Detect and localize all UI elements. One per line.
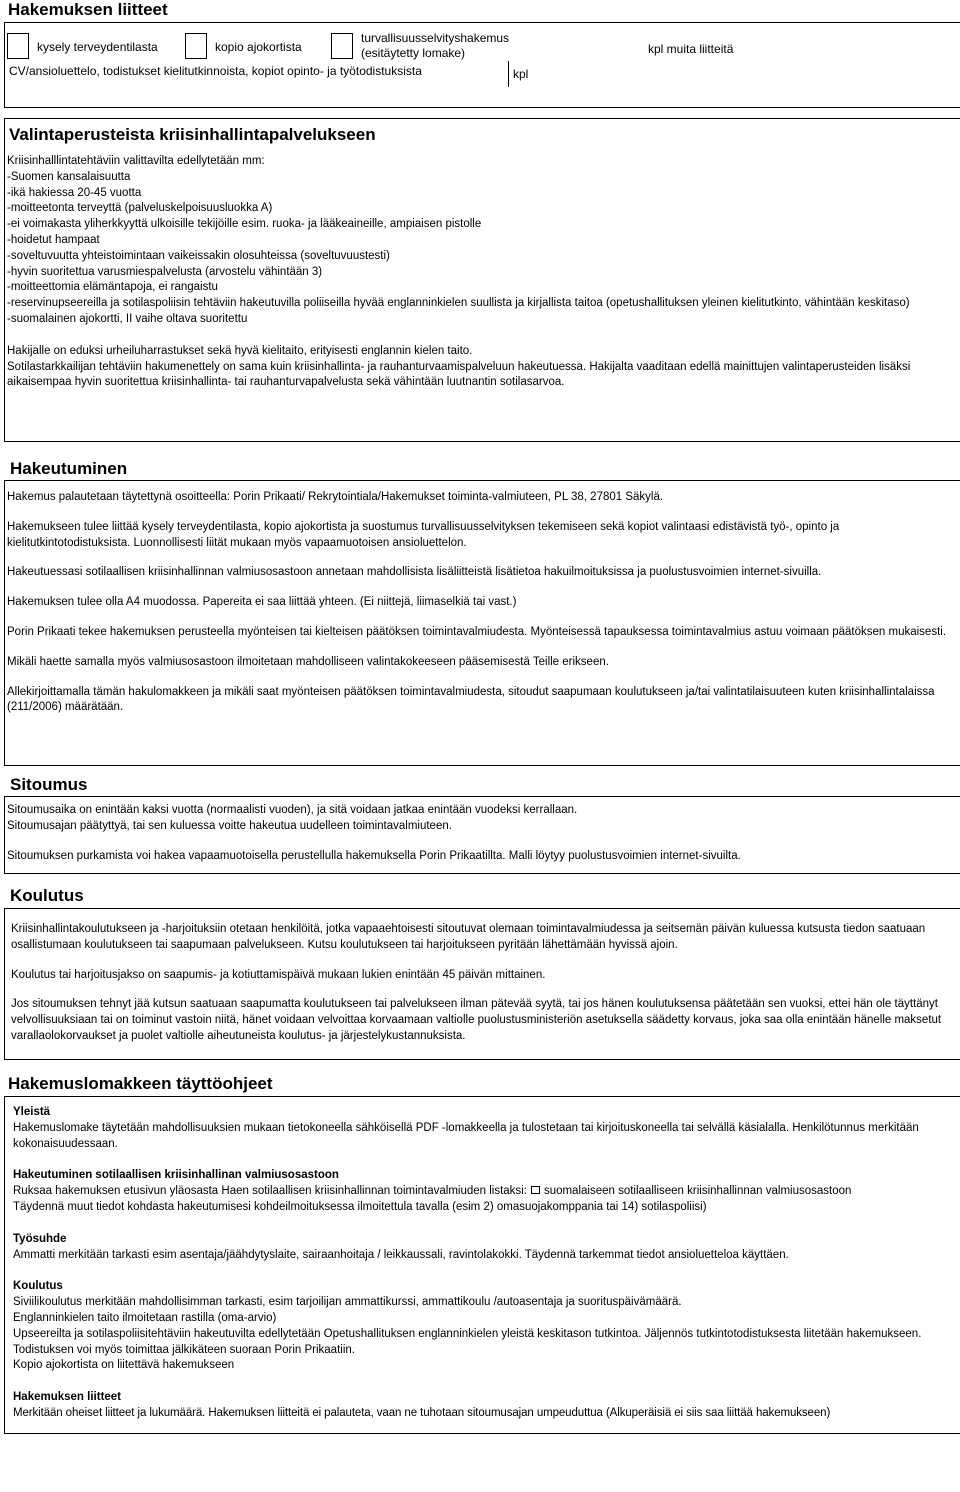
criteria-observer: Sotilastarkkailijan tehtäviin hakumenettely on sama kuin kriisinhallinta- ja rauhanturvaamispalveluun hakeutuessa. Hakijalta vaaditaan edellä mainittujen valintaperusteiden lisäksi aikaisempaa hyvin suoritettua kriisinhallinta- tai rauhanturvapalvelusta sekä vähintään luutnantin sotilasarvoa. <box>7 360 911 389</box>
readiness-text-b: suomalaiseen sotilaalliseen kriisinhallinnan valmiusosastoon <box>543 1185 852 1198</box>
instructions-text <box>13 1105 959 1422</box>
employment-text: Ammatti merkitään tarkasti esim asentaja/jäähdytyslaite, sairaanhoitaja / leikkaussali, ravintolakokki. Täydennä tarkemmat tiedot ansioluetteloa käyttäen. <box>13 1248 789 1261</box>
criteria-line: -Suomen kansalaisuutta <box>7 170 131 183</box>
application-paragraph: Hakemus palautetaan täytettynä osoitteella: Porin Prikaati/ Rekrytointiala/Hakemukset toiminta-valmiuteen, PL 38, 27801 Säkylä. <box>7 491 664 503</box>
label-count: kpl <box>513 67 529 81</box>
label-health-survey: kysely terveydentilasta <box>37 40 158 54</box>
commitment-line: Sitoumusajan päätyttyä, tai sen kuluessa voitte hakeutua uudelleen toimintavalmiuteen. <box>7 819 452 832</box>
application-paragraph: Hakemukseen tulee liittää kysely terveydentilasta, kopio ajokortista ja suostumus turvallisuusselvityksen tekemiseen sekä kopiot valintaasi edistävistä työ-, opinto ja kielitutkintotodistuksista. Luonnollisesti liität mukaan myös vapaamuotoisen ansioluettelon. <box>7 520 840 549</box>
criteria-line: -moitteetonta terveyttä (palveluskelpoisuusluokka A) <box>7 202 273 215</box>
criteria-line: Kriisinhalllintatehtäviin valittavilta edellytetään mm: <box>7 155 265 167</box>
readiness-heading: Hakeutuminen sotilaallisen kriisinhallinan valmiusosastoon <box>13 1169 339 1182</box>
count-field-divider <box>508 61 509 87</box>
application-paragraph: Hakemuksen tulee olla A4 muodossa. Papereita ei saa liittää yhteen. (Ei niittejä, liimaselkiä tai vast.) <box>7 596 517 609</box>
selection-criteria-box <box>4 118 960 442</box>
label-license-copy: kopio ajokortista <box>215 40 302 54</box>
criteria-line: -ei voimakasta yliherkkyyttä ulkoisille tekijöille esim. ruoka- ja lääkeaineille, ampiaisen pistolle <box>7 218 482 231</box>
commitment-text <box>7 803 955 864</box>
training-paragraph: Koulutus tai harjoitusjakso on saapumis- ja kotiuttamispäivä mukaan lukien enintään 45 päivän mittainen. <box>11 968 546 981</box>
criteria-line: -moitteettomia elämäntapoja, ei rangaistu <box>7 281 218 294</box>
instructions-title: Hakemuslomakkeen täyttöohjeet <box>8 1074 273 1093</box>
selection-criteria-title: Valintaperusteista kriisinhallintapalvelukseen <box>9 125 376 144</box>
employment-heading: Työsuhde <box>13 1232 67 1245</box>
label-cv-certificates: CV/ansioluettelo, todistukset kielitutkinnoista, kopiot opinto- ja työtodistuksista <box>9 64 422 78</box>
criteria-line: -hyvin suoritettua varusmiespalvelusta (arvostelu vähintään 3) <box>7 265 323 278</box>
checkbox-security-clearance[interactable] <box>331 33 353 59</box>
readiness-text-a: Ruksaa hakemuksen etusivun yläosasta Haen sotilaallisen kriisinhallinnan toimintavalmiuden listaksi: <box>13 1185 527 1198</box>
criteria-line: -suomalainen ajokortti, II vaihe oltava suoritettu <box>7 312 248 325</box>
criteria-list <box>7 154 952 391</box>
education-line: Englanninkielen taito ilmoitetaan rastilla (oma-arvio) <box>13 1311 277 1324</box>
criteria-line: -soveltuvuutta yhteistoimintaan vaikeissakin olosuhteissa (soveltuvuustesti) <box>7 249 390 262</box>
education-line: Kopio ajokortista on liitettävä hakemukseen <box>13 1359 235 1372</box>
general-text: Hakemuslomake täytetään mahdollisuuksien mukaan tietokoneella sähköisellä PDF -lomakkeella ja tulostetaan tai kirjoituskoneella tai selvällä käsialalla. Henkilötunnus merkitään kokonaisuudessaan. <box>13 1121 919 1150</box>
education-line: Siviilikoulutus merkitään mahdollisimman tarkasti, esim tarjoilijan ammattikurssi, ammattikoulu /autoasentaja ja suorituspäivämäärä. <box>13 1296 682 1309</box>
application-title: Hakeutuminen <box>10 459 128 478</box>
attachments-text: Merkitään oheiset liitteet ja lukumäärä. Hakemuksen liitteitä ei palauteta, vaan ne tuhotaan sitoumusajan umpeuduttua (Alkuperäisiä ei siis saa liittää hakemukseen) <box>13 1406 831 1419</box>
training-paragraph: Kriisinhallintakoulutukseen ja -harjoituksiin otetaan henkilöitä, jotka vapaaehtoisesti sitoutuvat olemaan toimintavalmiudessa ja seitsemän päivän kuluessa kutsusta tiedon saatuaan osallistumaan koulutukseen tai saapumaan palvelukseen. Kutsu koulutukseen tai harjoitukseen pyritään lähettämään hyvissä ajoin. <box>11 923 926 951</box>
education-heading: Koulutus <box>13 1280 63 1293</box>
application-paragraph: Porin Prikaati tekee hakemuksen perusteella myönteisen tai kielteisen päätöksen toimintavalmiudesta. Myönteisessä tapauksessa toimintavalmius astuu voimaan päätöksen mukaisesti. <box>7 625 947 638</box>
commitment-line: Sitoumusaika on enintään kaksi vuotta (normaalisti vuoden), ja sitä voidaan jatkaa enintään vuodeksi kerrallaan. <box>7 804 578 816</box>
readiness-text-c: Täydennä muut tiedot kohdasta hakeutumisesi kohdeilmoituksessa ilmoitettula tavalla (esim 2) omasuojakomppania tai 14) sotilaspoliisi) <box>13 1200 707 1213</box>
commitment-title: Sitoumus <box>10 775 88 794</box>
instructions-box <box>4 1096 960 1434</box>
label-security-clearance-note: (esitäytetty lomake) <box>361 46 466 60</box>
attachments-heading: Hakemuksen liitteet <box>13 1391 122 1404</box>
label-security-clearance: turvallisuusselvityshakemus <box>361 31 510 45</box>
criteria-line: -ikä hakiessa 20-45 vuotta <box>7 186 142 199</box>
criteria-advantage: Hakijalle on eduksi urheiluharrastukset sekä hyvä kielitaito, erityisesti englannin kielen taito. <box>7 344 473 357</box>
commitment-box <box>4 796 960 874</box>
attachments-box <box>4 22 960 108</box>
criteria-line: -hoidetut hampaat <box>7 233 100 246</box>
application-paragraph: Mikäli haette samalla myös valmiusosastoon ilmoitetaan mahdolliseen valintakokeeseen pääsemisestä Teille erikseen. <box>7 655 609 668</box>
commitment-line: Sitoumuksen purkamista voi hakea vapaamuotoisella perustellulla hakemuksella Porin Prikaatillta. Malli löytyy puolustusvoimien internet-sivuilta. <box>7 849 741 862</box>
attachments-title: Hakemuksen liitteet <box>8 0 168 19</box>
general-heading: Yleistä <box>13 1106 51 1118</box>
application-paragraph: Hakeutuessasi sotilaallisen kriisinhallinnan valmiusosastoon annetaan mahdollisista lisäliitteistä lisätietoa hakuilmoituksissa ja puolustusvoimien internet-sivuilla. <box>7 566 822 579</box>
checkbox-license-copy[interactable] <box>185 33 207 59</box>
readiness-text <box>13 1184 959 1200</box>
application-box <box>4 480 960 766</box>
checkbox-icon <box>531 1186 540 1194</box>
training-paragraph: Jos sitoumuksen tehnyt jää kutsun saatuaan saapumatta koulutukseen tai palvelukseen ilman pätevää syytä, tai jos hänen koulutuksensa päätetään sen vuoksi, ettei hän ole täyttänyt velvollisuuksiaan tai on toiminut vastoin niitä, hänet voidaan velvoittaa korvaamaan valtiolle puolustusministeriön asetuksella säädetty korvaus, joka saa olla enintään hänelle maksetut varallaolokorvaukset ja puolet valtiolle aiheutuneista koulutus- ja järjestelykustannuksista. <box>11 998 942 1042</box>
application-text <box>7 490 955 716</box>
training-text <box>11 922 955 1045</box>
checkbox-health-survey[interactable] <box>7 33 29 59</box>
application-paragraph: Allekirjoittamalla tämän hakulomakkeen ja mikäli saat myönteisen päätöksen toimintavalmiudesta, sitoudut saapumaan koulutukseen ja/tai valintatilaisuuteen kuten kriisinhallintalaissa (211/2006) määrätään. <box>7 685 935 714</box>
label-other-attachments: kpl muita liitteitä <box>648 42 734 56</box>
training-title: Koulutus <box>10 886 84 905</box>
criteria-line: -reservinupseereilla ja sotilaspoliisin tehtäviin hakeutuvilla poliiseilla hyvää englanninkielen suullista ja kirjallista taitoa (opetushallituksen yleinen kielitutkinto, vähintään keskitaso) <box>7 297 910 310</box>
education-line: Upseereilta ja sotilaspoliisitehtäviin hakeutuvilta edellytetään Opetushallituksen englanninkielen yleistä keskitason tutkintoa. Jäljennös tutkintotodistuksesta liitetään hakemukseen. Todistuksen voi myös toimittaa jälkikäteen suoraan Porin Prikaatiin. <box>13 1327 922 1356</box>
training-box <box>4 908 960 1060</box>
